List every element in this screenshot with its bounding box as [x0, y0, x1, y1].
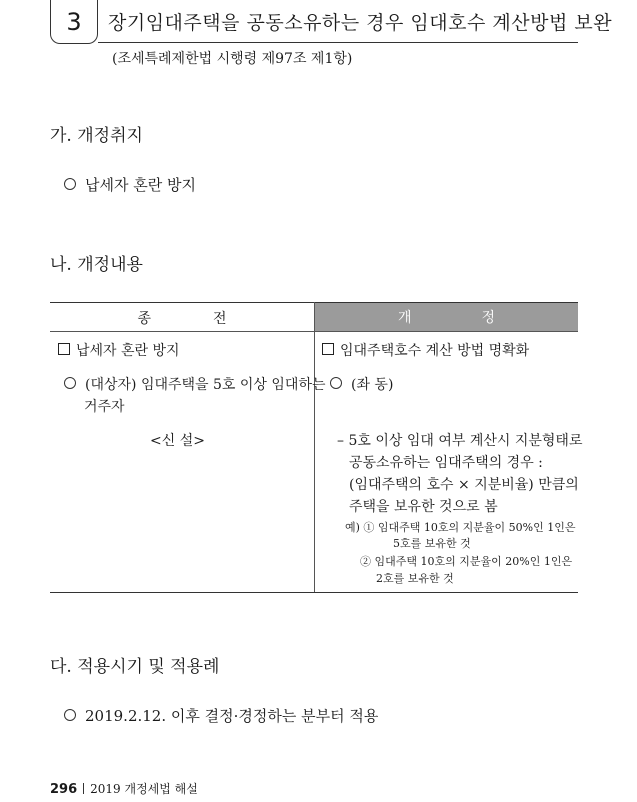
page-subtitle: (조세특례제한법 시행령 제97조 제1항) [112, 51, 353, 67]
after-example1-line1: 예) ① 임대주택 10호의 지분율이 50%인 1인은 [345, 521, 576, 534]
after-example1-line2: 5호를 보유한 것 [393, 537, 471, 550]
section-heading-application: 다. 적용시기 및 적용례 [50, 657, 220, 677]
after-example2-line2: 2호를 보유한 것 [376, 572, 454, 585]
square-bullet-icon [322, 343, 334, 355]
after-rule-line1: – 5호 이상 임대 여부 계산시 지분형태로 [337, 433, 583, 449]
page-title: 장기임대주택을 공동소유하는 경우 임대호수 계산방법 보완 [108, 12, 613, 34]
table-header-before [50, 304, 314, 331]
circle-bullet-icon [330, 377, 342, 389]
table-column-divider [314, 302, 315, 593]
table-header-after [315, 303, 578, 331]
before-item [58, 340, 180, 360]
after-same-text: (좌 동) [351, 377, 394, 393]
purpose-bullet [64, 174, 196, 195]
after-rule-line2: 공동소유하는 임대주택의 경우 : [349, 455, 543, 471]
header-before-char2: 전 [213, 310, 227, 327]
after-rule-line3: (임대주택의 호수 × 지분비율) 만큼의 [349, 477, 579, 493]
book-title: 2019 개정세법 해설 [90, 782, 198, 796]
circle-bullet-icon [64, 377, 76, 389]
comparison-table [50, 302, 583, 594]
title-underline [98, 42, 578, 43]
application-bullet-text: 2019.2.12. 이후 결정·경정하는 분부터 적용 [85, 707, 379, 725]
application-bullet [64, 705, 378, 726]
after-same-label [330, 374, 393, 394]
before-new-label: <신 설> [150, 433, 205, 449]
header-after-char2: 정 [481, 310, 496, 326]
after-example2-line1: ② 임대주택 10호의 지분율이 20%인 1인은 [360, 555, 573, 568]
circle-bullet-icon [64, 709, 76, 721]
circle-bullet-icon [64, 178, 76, 190]
after-rule-line4: 주택을 보유한 것으로 봄 [349, 499, 498, 515]
page-footer [50, 780, 198, 797]
section-number-box [50, 0, 98, 44]
header-after-char1: 개 [397, 310, 412, 326]
before-detail-line1 [64, 374, 326, 394]
before-detail-line2: 거주자 [84, 399, 125, 415]
header-before-char1: 종 [137, 310, 151, 327]
before-item-text: 납세자 혼란 방지 [76, 343, 180, 359]
page-number: 296 [50, 782, 78, 797]
after-item [322, 340, 529, 360]
section-number: 3 [66, 7, 82, 36]
square-bullet-icon [58, 343, 70, 355]
section-heading-purpose: 가. 개정취지 [50, 126, 143, 146]
section-heading-content: 나. 개정내용 [50, 255, 143, 275]
table-bottom-rule [50, 592, 578, 593]
footer-separator [83, 783, 84, 794]
before-detail-text1: (대상자) 임대주택을 5호 이상 임대하는 [85, 377, 326, 393]
purpose-bullet-text: 납세자 혼란 방지 [85, 176, 196, 194]
after-item-text: 임대주택호수 계산 방법 명확화 [340, 343, 530, 359]
